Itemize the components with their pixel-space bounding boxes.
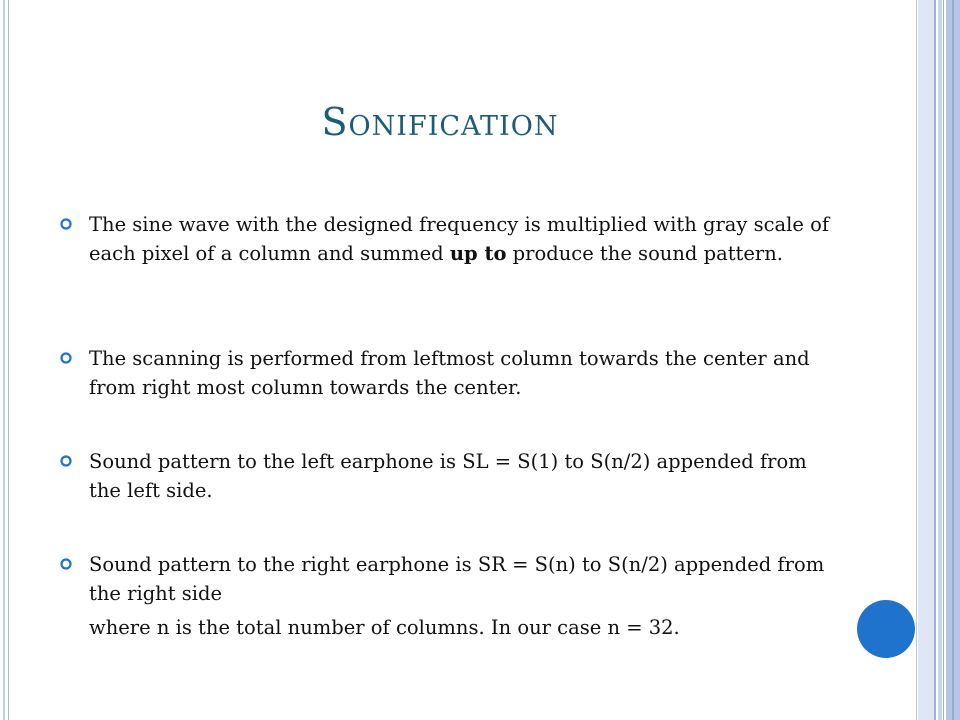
circular-bullet-icon <box>60 558 72 570</box>
bullet-item <box>60 447 840 505</box>
circular-bullet-icon <box>60 218 72 230</box>
bullet-text: Sound pattern to the left earphone is SL = S(1) to S(n/2) appended from the left side. <box>89 450 807 502</box>
bullet-item <box>60 344 840 402</box>
continuation-note: where n is the total number of columns. In our case n = 32. <box>89 616 680 639</box>
right-border-decoration <box>916 0 960 720</box>
bullet-text: Sound pattern to the right earphone is SR = S(n) to S(n/2) appended from the right side <box>89 553 825 605</box>
circular-bullet-icon <box>60 352 72 364</box>
bullet-item <box>60 210 840 268</box>
bullet-item <box>60 550 840 608</box>
slide-title: Sonification <box>321 100 559 144</box>
bullet-text: The scanning is performed from leftmost column towards the center and from right most column towards the center. <box>89 347 810 399</box>
circular-bullet-icon <box>60 455 72 467</box>
accent-circle <box>857 600 915 658</box>
bold-phrase: up to <box>449 242 507 265</box>
bullet-text: The sine wave with the designed frequency is multiplied with gray scale of each pixel of a column and summed up to produce the sound pattern. <box>89 213 830 265</box>
